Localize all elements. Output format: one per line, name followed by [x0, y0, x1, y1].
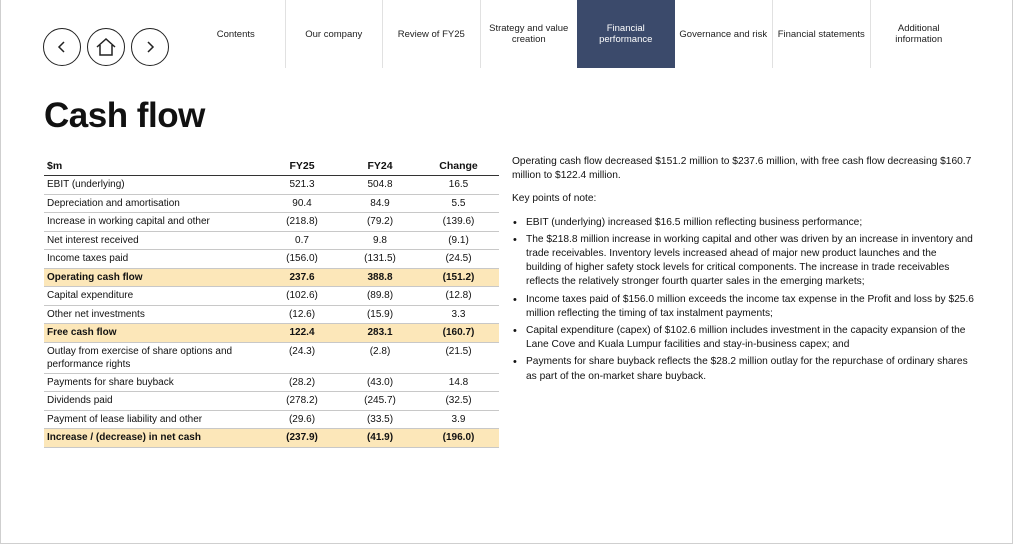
- row-label: Dividends paid: [44, 392, 262, 411]
- cell-change: 16.5: [418, 176, 499, 195]
- table-row: [44, 342, 499, 373]
- list-item: • The $218.8 million increase in working capital and other was driven by an increase in inventory and trade receivables. Inventory levels increased ahead of major new product launches and the building of higher safety stock levels for critical components. The increase in trade receivables reflects the relatively stronger fourth quarter sales in the emerging markets;: [526, 233, 974, 290]
- tab-strategy-and-value-creation[interactable]: Strategy and value creation: [480, 0, 578, 68]
- cell-fy24: (79.2): [342, 213, 418, 232]
- cell-fy24: 388.8: [342, 268, 418, 287]
- row-label: Operating cash flow: [44, 268, 262, 287]
- table-row: [44, 305, 499, 324]
- cell-change: (24.5): [418, 250, 499, 269]
- row-label: Other net investments: [44, 305, 262, 324]
- cell-fy24: (15.9): [342, 305, 418, 324]
- cell-fy25: (156.0): [262, 250, 342, 269]
- row-label: Outlay from exercise of share options and performance rights: [44, 342, 262, 373]
- list-item: • Capital expenditure (capex) of $102.6 million includes investment in the capacity expansion of the Lane Cove and Kuala Lumpur facilities and stay-in-business capex; and: [526, 324, 974, 352]
- row-label: Depreciation and amortisation: [44, 194, 262, 213]
- table-header-row: [44, 156, 499, 176]
- cell-fy25: (24.3): [262, 342, 342, 373]
- cell-fy24: 9.8: [342, 231, 418, 250]
- table-row: [44, 176, 499, 195]
- home-icon: [95, 37, 117, 57]
- table-row: [44, 287, 499, 306]
- row-label: Income taxes paid: [44, 250, 262, 269]
- cell-fy25: (278.2): [262, 392, 342, 411]
- table-row-highlight: [44, 429, 499, 448]
- cell-fy24: (89.8): [342, 287, 418, 306]
- cell-change: 3.3: [418, 305, 499, 324]
- cell-fy25: (28.2): [262, 373, 342, 392]
- cell-fy25: 237.6: [262, 268, 342, 287]
- page-title: Cash flow: [44, 96, 205, 135]
- cell-change: (21.5): [418, 342, 499, 373]
- key-points-list: [512, 216, 974, 384]
- cell-fy24: (41.9): [342, 429, 418, 448]
- cell-fy25: (29.6): [262, 410, 342, 429]
- table-row-highlight: [44, 324, 499, 343]
- forward-button[interactable]: [131, 28, 169, 66]
- cell-fy25: 122.4: [262, 324, 342, 343]
- cell-fy24: (131.5): [342, 250, 418, 269]
- cell-change: (160.7): [418, 324, 499, 343]
- cash-flow-table: [44, 156, 499, 448]
- cell-fy25: 90.4: [262, 194, 342, 213]
- tab-financial-performance[interactable]: Financial performance: [577, 0, 675, 68]
- cell-change: (151.2): [418, 268, 499, 287]
- list-item: • Payments for share buyback reflects the $28.2 million outlay for the repurchase of ordinary shares as part of the on-market share buyback.: [526, 355, 974, 383]
- cell-fy24: (2.8): [342, 342, 418, 373]
- cell-change: 5.5: [418, 194, 499, 213]
- home-button[interactable]: [87, 28, 125, 66]
- cell-change: (9.1): [418, 231, 499, 250]
- column-header: Change: [418, 156, 499, 176]
- table-row: [44, 194, 499, 213]
- table-row: [44, 250, 499, 269]
- row-label: Increase / (decrease) in net cash: [44, 429, 262, 448]
- cell-change: (32.5): [418, 392, 499, 411]
- row-label: Net interest received: [44, 231, 262, 250]
- cell-fy25: (218.8): [262, 213, 342, 232]
- cell-fy24: (33.5): [342, 410, 418, 429]
- cell-fy25: 0.7: [262, 231, 342, 250]
- cell-fy24: 504.8: [342, 176, 418, 195]
- cell-change: (196.0): [418, 429, 499, 448]
- cell-fy24: (245.7): [342, 392, 418, 411]
- column-header: FY24: [342, 156, 418, 176]
- cell-fy25: (102.6): [262, 287, 342, 306]
- tab-additional-information[interactable]: Additional information: [870, 0, 968, 68]
- column-header: FY25: [262, 156, 342, 176]
- table-row: [44, 392, 499, 411]
- row-label: Capital expenditure: [44, 287, 262, 306]
- chevron-right-icon: [143, 40, 157, 54]
- row-label: EBIT (underlying): [44, 176, 262, 195]
- row-label: Payments for share buyback: [44, 373, 262, 392]
- table-row: [44, 231, 499, 250]
- tab-review-of-fy25[interactable]: Review of FY25: [382, 0, 480, 68]
- cell-fy25: 521.3: [262, 176, 342, 195]
- list-item: • Income taxes paid of $156.0 million exceeds the income tax expense in the Profit and loss by $25.6 million reflecting the timing of tax instalment payments;: [526, 293, 974, 321]
- cell-fy24: 84.9: [342, 194, 418, 213]
- cell-fy24: (43.0): [342, 373, 418, 392]
- row-label: Payment of lease liability and other: [44, 410, 262, 429]
- table-row: [44, 373, 499, 392]
- cell-fy25: (237.9): [262, 429, 342, 448]
- tab-financial-statements[interactable]: Financial statements: [772, 0, 870, 68]
- row-label: Free cash flow: [44, 324, 262, 343]
- commentary: [512, 155, 974, 387]
- list-item: • EBIT (underlying) increased $16.5 million reflecting business performance;: [526, 216, 974, 230]
- cell-fy24: 283.1: [342, 324, 418, 343]
- tab-contents[interactable]: Contents: [216, 28, 255, 40]
- table-row: [44, 213, 499, 232]
- commentary-intro: Operating cash flow decreased $151.2 million to $237.6 million, with free cash flow decreasing $160.7 million to $122.4 million.: [512, 156, 972, 182]
- back-button[interactable]: [43, 28, 81, 66]
- row-label: Increase in working capital and other: [44, 213, 262, 232]
- key-points-heading: Key points of note:: [512, 193, 597, 205]
- cell-change: (139.6): [418, 213, 499, 232]
- tab-governance-and-risk[interactable]: Governance and risk: [679, 28, 768, 40]
- table-row: [44, 410, 499, 429]
- section-tabs: [187, 0, 967, 68]
- cell-change: 3.9: [418, 410, 499, 429]
- table-row-highlight: [44, 268, 499, 287]
- cell-fy25: (12.6): [262, 305, 342, 324]
- cell-change: (12.8): [418, 287, 499, 306]
- column-header: $m: [44, 156, 262, 176]
- cell-change: 14.8: [418, 373, 499, 392]
- tab-our-company[interactable]: Our company: [285, 0, 383, 68]
- chevron-left-icon: [55, 40, 69, 54]
